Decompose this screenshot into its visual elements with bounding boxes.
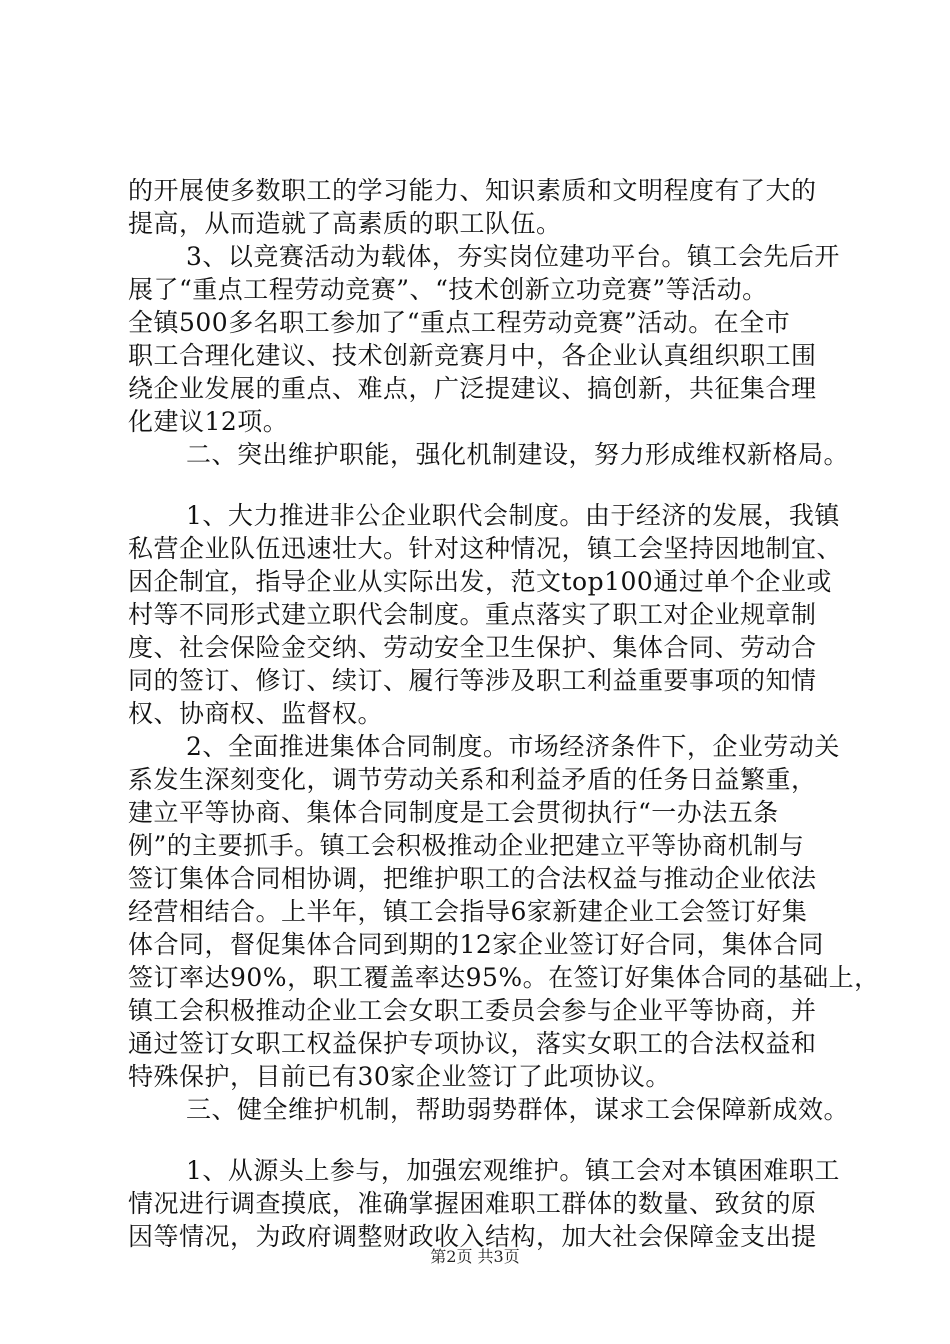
text-line: 建立平等协商、集体合同制度是工会贯彻执行“一办法五条 (128, 798, 779, 827)
text-line: 化建议12项。 (128, 407, 289, 436)
text-line: 签订集体合同相协调，把维护职工的合法权益与推动企业依法 (128, 864, 817, 893)
paragraph-start-line: 3、以竞赛活动为载体，夯实岗位建功平台。镇工会先后开 (186, 242, 840, 271)
paragraph-start-line: 2、全面推进集体合同制度。市场经济条件下，企业劳动关 (186, 732, 840, 761)
text-line: 的开展使多数职工的学习能力、知识素质和文明程度有了大的 (128, 176, 817, 205)
text-line: 特殊保护，目前已有30家企业签订了此项协议。 (128, 1062, 671, 1091)
page-footer: 第2页 共3页 (430, 1247, 520, 1266)
blank-gap (128, 1126, 838, 1154)
paragraph-start-line: 1、大力推进非公企业职代会制度。由于经济的发展，我镇 (186, 501, 840, 530)
text-line: 镇工会积极推动企业工会女职工委员会参与企业平等协商，并 (128, 996, 817, 1025)
text-line: 全镇500多名职工参加了“重点工程劳动竞赛”活动。在全市 (128, 308, 791, 337)
section-heading: 三、健全维护机制，帮助弱势群体，谋求工会保障新成效。 (186, 1095, 850, 1124)
text-line: 提高，从而造就了高素质的职工队伍。 (128, 209, 562, 238)
text-line: 因企制宜，指导企业从实际出发，范文top100通过单个企业或 (128, 567, 832, 596)
text-line: 例”的主要抓手。镇工会积极推动企业把建立平等协商机制与 (128, 831, 805, 860)
paragraph-start-line: 1、从源头上参与，加强宏观维护。镇工会对本镇困难职工 (186, 1156, 840, 1185)
text-line: 展了“重点工程劳动竞赛”、“技术创新立功竞赛”等活动。 (128, 275, 768, 304)
document-body (128, 174, 880, 1253)
text-line: 绕企业发展的重点、难点，广泛提建议、搞创新，共征集合理 (128, 374, 817, 403)
text-line: 度、社会保险金交纳、劳动安全卫生保护、集体合同、劳动合 (128, 633, 817, 662)
text-line: 因等情况，为政府调整财政收入结构，加大社会保障金支出提 (128, 1222, 817, 1251)
text-line: 村等不同形式建立职代会制度。重点落实了职工对企业规章制 (128, 600, 817, 629)
text-line: 情况进行调查摸底，准确掌握困难职工群体的数量、致贫的原 (128, 1189, 817, 1218)
text-line: 系发生深刻变化，调节劳动关系和利益矛盾的任务日益繁重， (128, 765, 817, 794)
text-line: 权、协商权、监督权。 (128, 699, 384, 728)
blank-gap (128, 471, 838, 499)
text-line: 通过签订女职工权益保护专项协议，落实女职工的合法权益和 (128, 1029, 817, 1058)
text-line: 职工合理化建议、技术创新竞赛月中，各企业认真组织职工围 (128, 341, 817, 370)
section-heading: 二、突出维护职能，强化机制建设，努力形成维权新格局。 (186, 440, 850, 469)
text-line: 经营相结合。上半年，镇工会指导6家新建企业工会签订好集 (128, 897, 808, 926)
text-line: 体合同，督促集体合同到期的12家企业签订好合同，集体合同 (128, 930, 824, 959)
text-line: 签订率达90%，职工覆盖率达95%。在签订好集体合同的基础上， (128, 963, 880, 992)
text-line: 同的签订、修订、续订、履行等涉及职工利益重要事项的知情 (128, 666, 817, 695)
text-line: 私营企业队伍迅速壮大。针对这种情况，镇工会坚持因地制宜、 (128, 534, 843, 563)
